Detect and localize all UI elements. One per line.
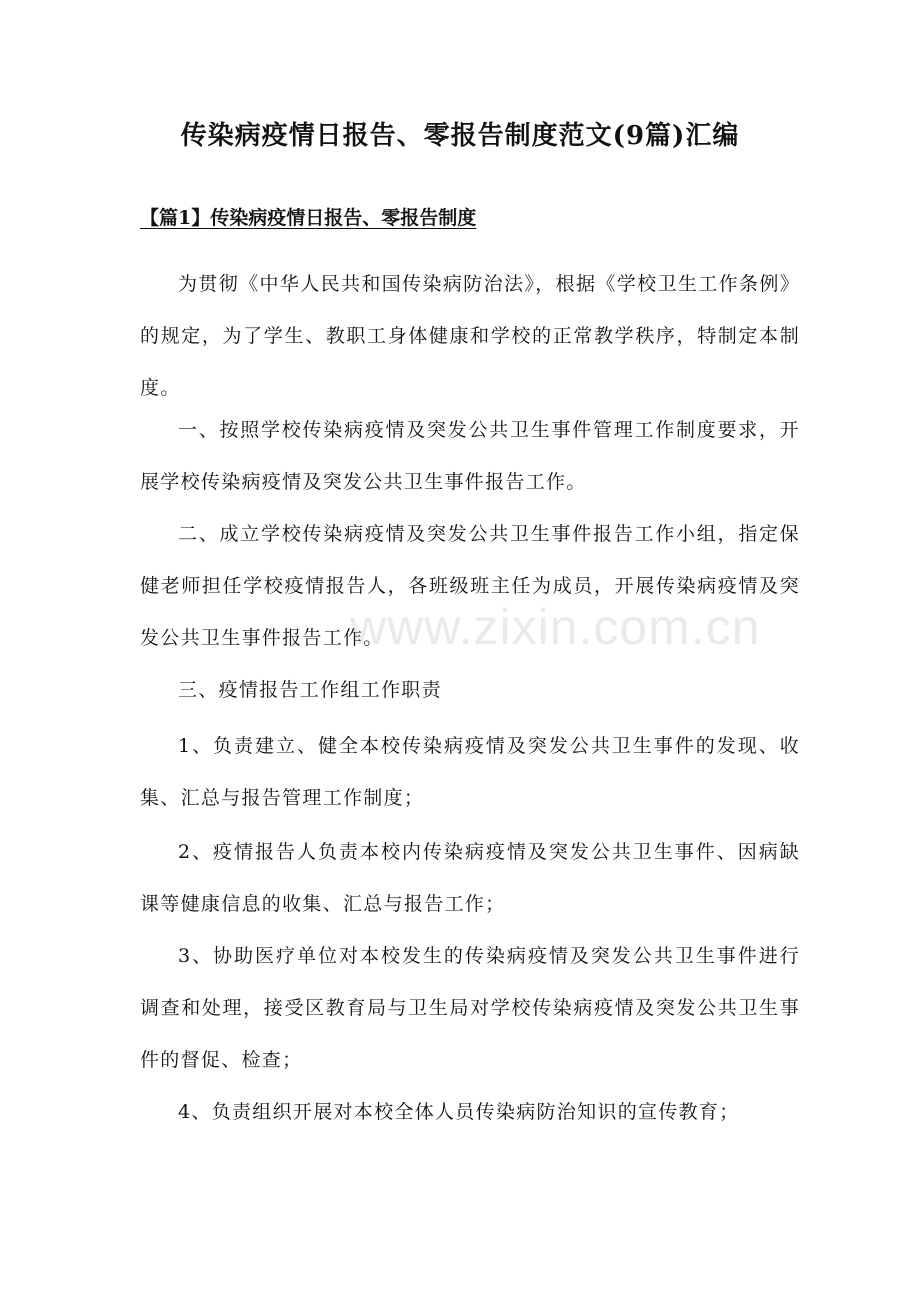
paragraph-item-3: 三、疫情报告工作组工作职责 xyxy=(178,679,442,701)
paragraph-item-2: 二、成立学校传染病疫情及突发公共卫生事件报告工作小组，指定保健老师担任学校疫情报告人，各班级班主任为成员，开展传染病疫情及突发公共卫生事件报告工作。 xyxy=(140,523,800,649)
paragraph-duty-2: 2、疫情报告人负责本校内传染病疫情及突发公共卫生事件、因病缺课等健康信息的收集、汇总与报告工作； xyxy=(140,841,800,915)
paragraph-duty-1: 1、负责建立、健全本校传染病疫情及突发公共卫生事件的发现、收集、汇总与报告管理工作制度； xyxy=(140,735,800,809)
watermark: www.zixin.com.cn xyxy=(350,599,761,655)
paragraph-item-1: 一、按照学校传染病疫情及突发公共卫生事件管理工作制度要求，开展学校传染病疫情及突发公共卫生事件报告工作。 xyxy=(140,419,800,493)
paragraph-duty-4: 4、负责组织开展对本校全体人员传染病防治知识的宣传教育； xyxy=(178,1101,740,1123)
paragraph-duty-3: 3、协助医疗单位对本校发生的传染病疫情及突发公共卫生事件进行调查和处理，接受区教育局与卫生局对学校传染病疫情及突发公共卫生事件的督促、检查； xyxy=(140,945,800,1071)
paragraph-intro: 为贯彻《中华人民共和国传染病防治法》，根据《学校卫生工作条例》的规定，为了学生、教职工身体健康和学校的正常教学秩序，特制定本制度。 xyxy=(140,273,800,399)
section-heading: 【篇1】传染病疫情日报告、零报告制度 xyxy=(140,207,477,229)
document-title: 传染病疫情日报告、零报告制度范文(9篇)汇编 xyxy=(180,121,740,151)
